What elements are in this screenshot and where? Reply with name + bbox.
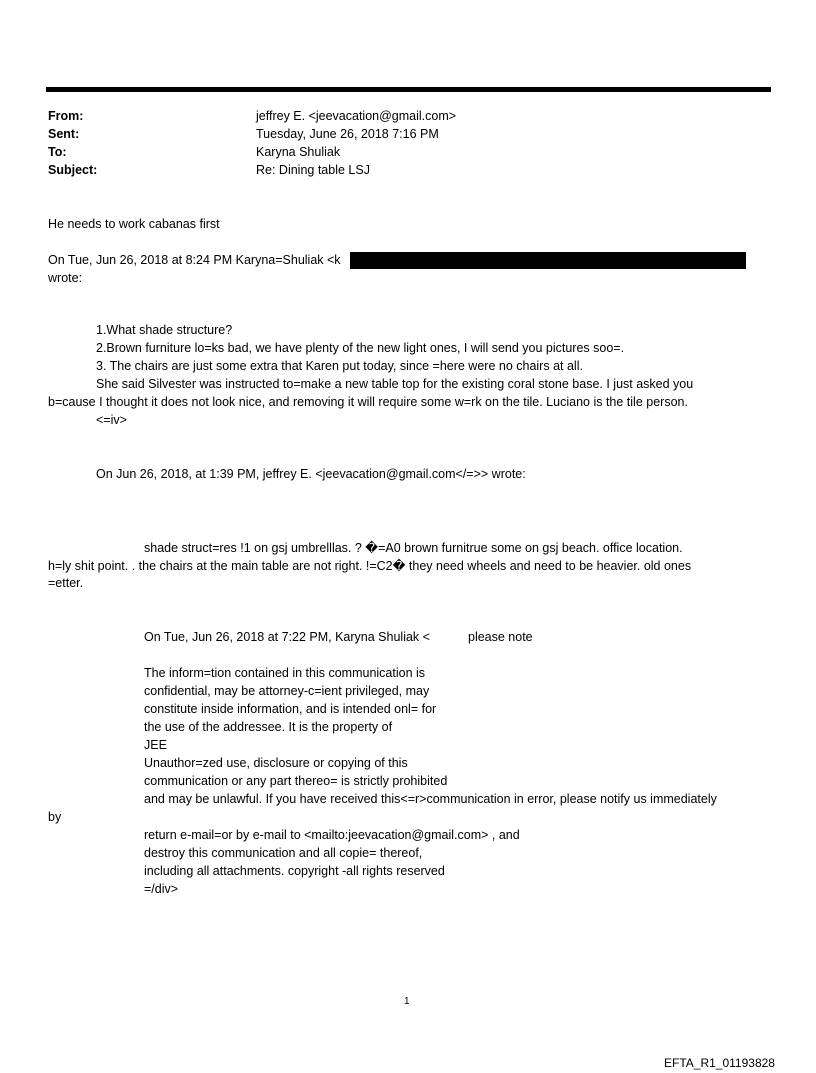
disclaimer-line: destroy this communication and all copie= thereof, [144,846,423,860]
document-id: EFTA_R1_01193828 [664,1056,775,1070]
disclaimer-line: return e-mail=or by e-mail to <mailto:jeevacation@gmail.com> , and [144,828,520,842]
redaction-box [350,252,746,269]
disclaimer-line: and may be unlawful. If you have received this<=r>communication in error, please notify us immediately [144,792,717,806]
disclaimer-line: the use of the addressee. It is the property of [144,720,393,734]
shade-line-1: shade struct=res !1 on gsj umbrelllas. ? �=A0 brown furnitrue some on gsj beach. office location. [144,541,683,555]
quote1-wrote: wrote: [48,271,83,285]
subject-value: Re: Dining table LSJ [256,163,370,177]
disclaimer-line: including all attachments. copyright -all rights reserved [144,864,445,878]
list-item-2: 2.Brown furniture lo=ks bad, we have plenty of the new light ones, I will send you pictures soo=. [96,341,625,355]
from-label: From: [48,109,84,123]
page-number: 1 [404,996,410,1007]
top-rule [46,87,771,92]
disclaimer-line: JEE [144,738,167,752]
list-item-3: 3. The chairs are just some extra that Karen put today, since =here were no chairs at all. [96,359,583,373]
disclaimer-line: confidential, may be attorney-c=ient privileged, may [144,684,430,698]
to-value: Karyna Shuliak [256,145,341,159]
list-item-1: 1.What shade structure? [96,323,233,337]
shade-line-2: h=ly shit point. . the chairs at the main table are not right. !=C2� they need wheels and need to be heavier. old ones [48,559,692,573]
sent-value: Tuesday, June 26, 2018 7:16 PM [256,127,439,141]
quote1-attribution: On Tue, Jun 26, 2018 at 8:24 PM Karyna=Shuliak <k [48,253,341,267]
disclaimer-line: The inform=tion contained in this communication is [144,666,426,680]
reply-text: He needs to work cabanas first [48,217,220,231]
disclaimer-line: constitute inside information, and is intended onl= for [144,702,437,716]
to-label: To: [48,145,67,159]
disclaimer-by: by [48,810,62,824]
shade-line-3: =etter. [48,576,84,590]
disclaimer-line: communication or any part thereo= is strictly prohibited [144,774,448,788]
quote3-note: please note [468,630,533,644]
paragraph-line-1: She said Silvester was instructed to=make a new table top for the existing coral stone base. I just asked you [96,377,694,391]
disclaimer-line: Unauthor=zed use, disclosure or copying of this [144,756,408,770]
quote3-attribution: On Tue, Jun 26, 2018 at 7:22 PM, Karyna Shuliak < [144,630,430,644]
sent-label: Sent: [48,127,80,141]
subject-label: Subject: [48,163,98,177]
from-value: jeffrey E. <jeevacation@gmail.com> [256,109,457,123]
paragraph-line-2: b=cause I thought it does not look nice, and removing it will require some w=rk on the tile. Luciano is the tile person. [48,395,688,409]
disclaimer-line: =/div> [144,882,179,896]
quote2-attribution: On Jun 26, 2018, at 1:39 PM, jeffrey E. <jeevacation@gmail.com</=>> wrote: [96,467,526,481]
div-tag-text: <=iv> [96,413,127,427]
